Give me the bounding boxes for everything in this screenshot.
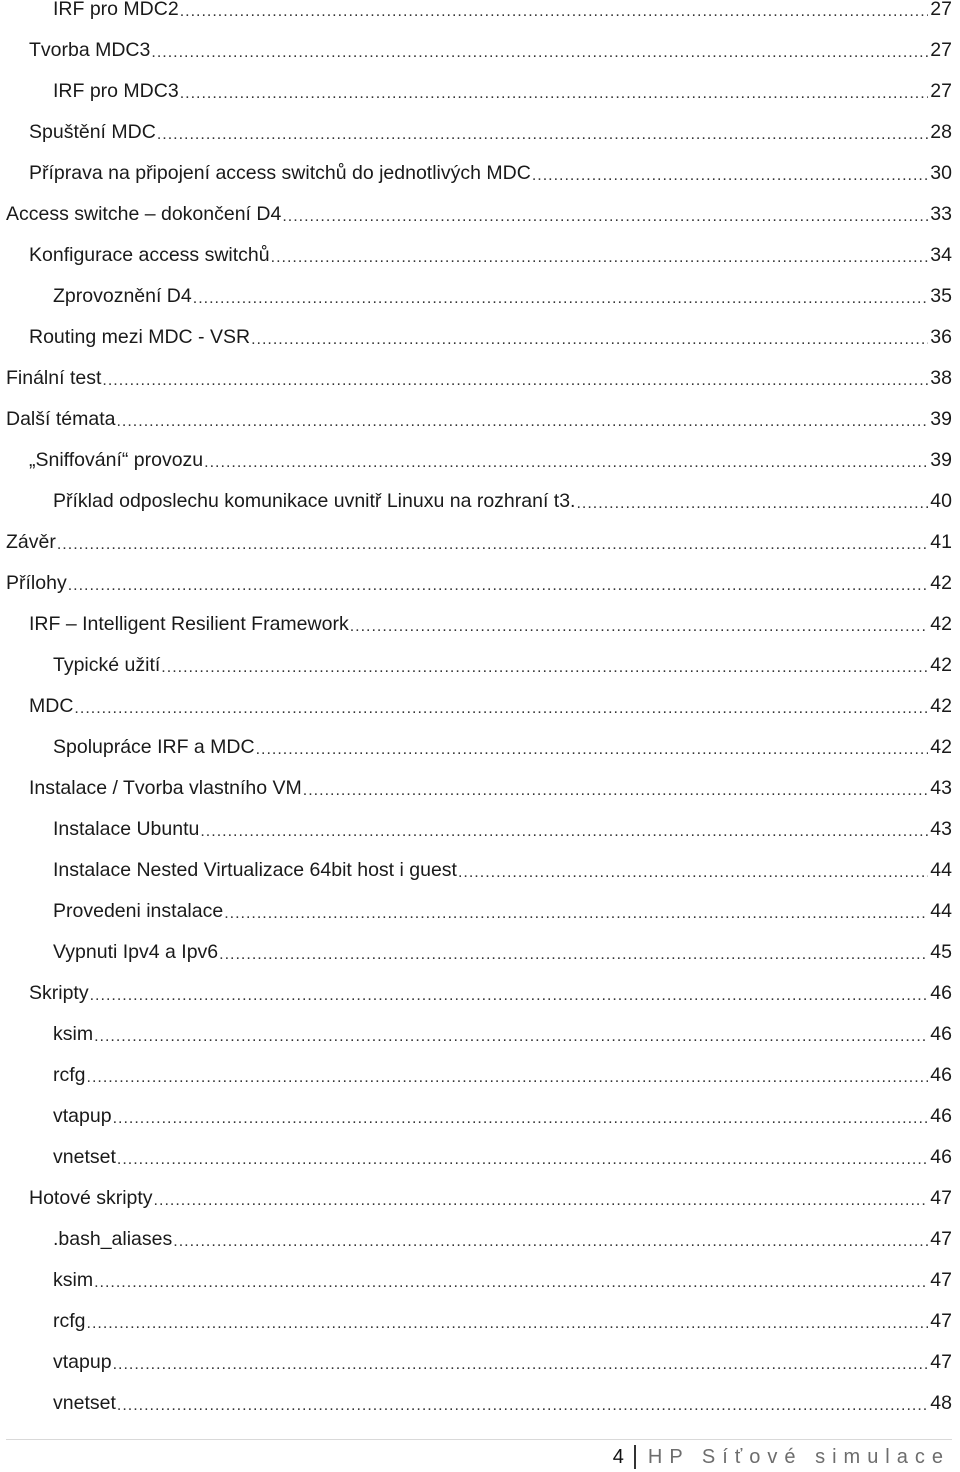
- toc-entry[interactable]: [29, 153, 952, 194]
- toc-entry-title: Příprava na připojení access switchů do jednotlivých MDC: [29, 162, 531, 184]
- toc-entry-title: Zprovoznění D4: [53, 285, 192, 307]
- toc-dot-leader: [271, 249, 929, 267]
- toc-dot-leader: [90, 987, 929, 1005]
- toc-entry-page-number: 33: [930, 203, 952, 225]
- toc-entry[interactable]: [53, 1260, 952, 1301]
- toc-entry-title: Spuštění MDC: [29, 121, 156, 143]
- toc-entry[interactable]: [6, 194, 952, 235]
- toc-dot-leader: [116, 413, 928, 431]
- toc-entry[interactable]: [29, 112, 952, 153]
- toc-dot-leader: [113, 1356, 929, 1374]
- toc-entry-title: Spolupráce IRF a MDC: [53, 736, 255, 758]
- toc-dot-leader: [219, 946, 928, 964]
- toc-entry-title: Routing mezi MDC - VSR: [29, 326, 251, 348]
- toc-dot-leader: [94, 1274, 928, 1292]
- toc-entry-title: IRF pro MDC3: [53, 80, 179, 102]
- toc-entry-page-number: 27: [930, 80, 952, 102]
- toc-entry-page-number: 46: [930, 982, 952, 1004]
- toc-entry-page-number: 27: [930, 0, 952, 20]
- toc-entry-title: Instalace Ubuntu: [53, 818, 200, 840]
- toc-entry-title: rcfg: [53, 1310, 86, 1332]
- toc-entry-title: Konfigurace access switchů: [29, 244, 270, 266]
- toc-entry-title: rcfg: [53, 1064, 86, 1086]
- toc-entry[interactable]: [53, 276, 952, 317]
- toc-entry[interactable]: [6, 399, 952, 440]
- toc-entry[interactable]: [29, 317, 952, 358]
- toc-entry[interactable]: [53, 1014, 952, 1055]
- toc-entry-page-number: 42: [930, 572, 952, 594]
- toc-entry-title: Vypnuti Ipv4 a Ipv6: [53, 941, 219, 963]
- toc-dot-leader: [102, 372, 928, 390]
- toc-entry-page-number: 46: [930, 1105, 952, 1127]
- toc-entry-page-number: 48: [930, 1392, 952, 1414]
- toc-entry[interactable]: [53, 809, 952, 850]
- toc-entry[interactable]: [53, 1301, 952, 1342]
- toc-entry[interactable]: [29, 973, 952, 1014]
- toc-entry-page-number: 47: [930, 1187, 952, 1209]
- toc-entry[interactable]: [29, 604, 952, 645]
- toc-dot-leader: [117, 1397, 928, 1415]
- toc-entry[interactable]: [53, 932, 952, 973]
- toc-dot-leader: [117, 1151, 928, 1169]
- toc-entry-page-number: 47: [930, 1310, 952, 1332]
- toc-entry-title: .bash_aliases: [53, 1228, 173, 1250]
- toc-entry[interactable]: [6, 563, 952, 604]
- toc-dot-leader: [180, 3, 929, 21]
- toc-entry-page-number: 46: [930, 1023, 952, 1045]
- toc-dot-leader: [193, 290, 929, 308]
- toc-entry[interactable]: [53, 1055, 952, 1096]
- toc-dot-leader: [576, 495, 928, 513]
- toc-entry-page-number: 39: [930, 449, 952, 471]
- footer-page-number: 4: [612, 1445, 624, 1468]
- toc-entry[interactable]: [29, 686, 952, 727]
- toc-entry-page-number: 40: [930, 490, 952, 512]
- toc-entry[interactable]: [29, 768, 952, 809]
- toc-entry-page-number: 46: [930, 1064, 952, 1086]
- toc-entry-page-number: 30: [930, 162, 952, 184]
- toc-entry[interactable]: [53, 850, 952, 891]
- toc-entry-page-number: 27: [930, 39, 952, 61]
- toc-entry-title: IRF – Intelligent Resilient Framework: [29, 613, 349, 635]
- page-footer: [613, 1443, 950, 1471]
- toc-dot-leader: [532, 167, 928, 185]
- footer-document-title: HP Síťové simulace: [647, 1445, 950, 1468]
- toc-dot-leader: [74, 700, 928, 718]
- toc-dot-leader: [282, 208, 928, 226]
- toc-entry-title: Instalace Nested Virtualizace 64bit host i guest: [53, 859, 457, 881]
- toc-dot-leader: [204, 454, 928, 472]
- toc-entry-page-number: 42: [930, 613, 952, 635]
- toc-dot-leader: [157, 126, 928, 144]
- footer-separator: [634, 1445, 636, 1469]
- toc-entry[interactable]: [53, 1137, 952, 1178]
- toc-entry-title: Access switche – dokončení D4: [6, 203, 282, 225]
- toc-entry-page-number: 46: [930, 1146, 952, 1168]
- toc-dot-leader: [68, 577, 929, 595]
- toc-entry-page-number: 47: [930, 1228, 952, 1250]
- toc-entry-page-number: 34: [930, 244, 952, 266]
- toc-entry-page-number: 28: [930, 121, 952, 143]
- toc-entry-page-number: 35: [930, 285, 952, 307]
- toc-entry-page-number: 47: [930, 1351, 952, 1373]
- toc-entry[interactable]: [53, 1096, 952, 1137]
- toc-entry-page-number: 42: [930, 695, 952, 717]
- toc-entry-title: ksim: [53, 1023, 94, 1045]
- toc-entry-page-number: 43: [930, 777, 952, 799]
- toc-entry[interactable]: [53, 1219, 952, 1260]
- toc-entry[interactable]: [29, 1178, 952, 1219]
- toc-dot-leader: [303, 782, 929, 800]
- toc-dot-leader: [57, 536, 928, 554]
- toc-entry-title: Závěr: [6, 531, 56, 553]
- toc-entry-title: IRF pro MDC2: [53, 0, 179, 20]
- toc-entry[interactable]: [53, 891, 952, 932]
- toc-entry-page-number: 43: [930, 818, 952, 840]
- toc-dot-leader: [161, 659, 928, 677]
- toc-entry-title: vtapup: [53, 1351, 112, 1373]
- toc-dot-leader: [113, 1110, 929, 1128]
- toc-entry-title: Přílohy: [6, 572, 67, 594]
- toc-entry-page-number: 39: [930, 408, 952, 430]
- toc-dot-leader: [87, 1069, 929, 1087]
- toc-entry[interactable]: [53, 71, 952, 112]
- toc-entry-page-number: 44: [930, 900, 952, 922]
- toc-entry-page-number: 45: [930, 941, 952, 963]
- toc-entry-title: Tvorba MDC3: [29, 39, 151, 61]
- toc-entry-title: Typické užití: [53, 654, 161, 676]
- toc-entry-title: vnetset: [53, 1146, 116, 1168]
- toc-entry-title: Provedeni instalace: [53, 900, 224, 922]
- toc-dot-leader: [256, 741, 929, 759]
- toc-entry-page-number: 47: [930, 1269, 952, 1291]
- toc-entry[interactable]: [53, 1383, 952, 1424]
- toc-entry-title: MDC: [29, 695, 74, 717]
- toc-entry[interactable]: [53, 645, 952, 686]
- toc-entry-page-number: 44: [930, 859, 952, 881]
- toc-entry[interactable]: [6, 522, 952, 563]
- footer-divider: [6, 1439, 952, 1440]
- toc-entry[interactable]: [29, 440, 952, 481]
- toc-entry-title: Finální test: [6, 367, 102, 389]
- toc-entry-title: Skripty: [29, 982, 89, 1004]
- toc-dot-leader: [200, 823, 928, 841]
- toc-entry-title: Další témata: [6, 408, 116, 430]
- toc-entry[interactable]: [53, 481, 952, 522]
- toc-entry[interactable]: [53, 0, 952, 30]
- toc-dot-leader: [94, 1028, 928, 1046]
- toc-entry[interactable]: [6, 358, 952, 399]
- toc-entry-page-number: 38: [930, 367, 952, 389]
- toc-dot-leader: [458, 864, 928, 882]
- toc-entry-title: „Sniffování“ provozu: [29, 449, 204, 471]
- toc-entry[interactable]: [29, 235, 952, 276]
- toc-dot-leader: [251, 331, 928, 349]
- toc-entry-title: Hotové skripty: [29, 1187, 153, 1209]
- toc-entry-title: vtapup: [53, 1105, 112, 1127]
- toc-dot-leader: [224, 905, 928, 923]
- toc-entry[interactable]: [53, 727, 952, 768]
- toc-dot-leader: [154, 1192, 929, 1210]
- toc-entry-page-number: 42: [930, 654, 952, 676]
- toc-entry-title: vnetset: [53, 1392, 116, 1414]
- toc-dot-leader: [180, 85, 929, 103]
- toc-entry[interactable]: [29, 30, 952, 71]
- toc-entry-title: Příklad odposlechu komunikace uvnitř Linuxu na rozhraní t3.: [53, 490, 576, 512]
- toc-entry-title: ksim: [53, 1269, 94, 1291]
- toc-entry[interactable]: [53, 1342, 952, 1383]
- toc-entry-page-number: 36: [930, 326, 952, 348]
- toc-entry-page-number: 42: [930, 736, 952, 758]
- toc-entry-title: Instalace / Tvorba vlastního VM: [29, 777, 302, 799]
- toc-dot-leader: [173, 1233, 928, 1251]
- toc-dot-leader: [350, 618, 929, 636]
- toc-dot-leader: [151, 44, 928, 62]
- toc-dot-leader: [87, 1315, 929, 1333]
- toc-entry-page-number: 41: [930, 531, 952, 553]
